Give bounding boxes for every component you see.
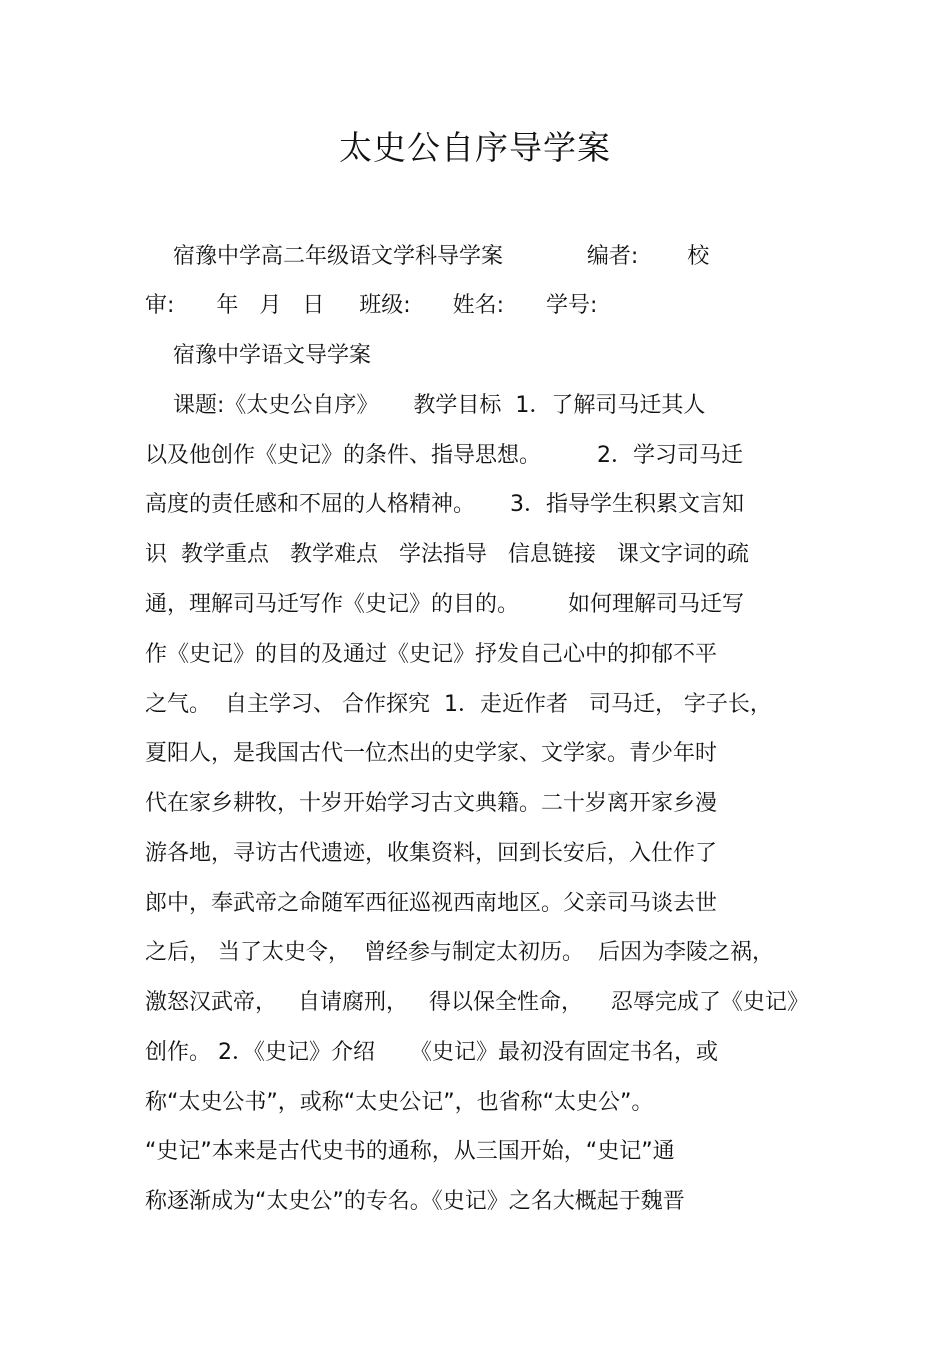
text-line: 代在家乡耕牧，十岁开始学习古文典籍。二十岁离开家乡漫 — [145, 791, 718, 816]
document-title: 太史公自序导学案 — [339, 128, 611, 167]
text-line: 之气。 自主学习、 合作探究 1．走近作者 司马迁， 字子长， — [145, 692, 772, 717]
text-line: 夏阳人，是我国古代一位杰出的史学家、文学家。青少年时 — [145, 741, 718, 766]
text-line: 之后， 当了太史令， 曾经参与制定太初历。 后因为李陵之祸， — [145, 940, 774, 965]
text-line: 宿豫中学高二年级语文学科导学案 编者: 校 — [145, 244, 710, 269]
text-line: “史记”本来是古代史书的通称，从三国开始，“史记”通 — [145, 1139, 675, 1164]
text-line: 宿豫中学语文导学案 — [145, 343, 371, 368]
text-line: 郎中，奉武帝之命随军西征巡视西南地区。父亲司马谈去世 — [145, 891, 718, 916]
text-line: 课题:《太史公自序》 教学目标 1．了解司马迁其人 — [145, 393, 706, 418]
text-line: 称“太史公书”，或称“太史公记”，也省称“太史公”。 — [145, 1090, 654, 1115]
text-line: 游各地，寻访古代遗迹，收集资料，回到长安后，入仕作了 — [145, 841, 718, 866]
text-line: 以及他创作《史记》的条件、指导思想。 2．学习司马迁 — [145, 443, 743, 468]
text-line: 称逐渐成为“太史公”的专名。《史记》之名大概起于魏晋 — [145, 1189, 685, 1214]
text-line: 激怒汉武帝， 自请腐刑， 得以保全性命， 忍辱完成了《史记》 — [145, 990, 809, 1015]
text-line: 高度的责任感和不屈的人格精神。 3．指导学生积累文言知 — [145, 492, 744, 517]
text-line: 通，理解司马迁写作《史记》的目的。 如何理解司马迁写 — [145, 592, 744, 617]
text-line: 作《史记》的目的及通过《史记》抒发自己心中的抑郁不平 — [145, 642, 718, 667]
text-line: 审: 年 月 日 班级: 姓名: 学号: — [145, 293, 598, 318]
text-line: 识 教学重点 教学难点 学法指导 信息链接 课文字词的疏 — [145, 542, 749, 567]
text-line: 创作。 2．《史记》介绍 《史记》最初没有固定书名，或 — [145, 1040, 718, 1065]
